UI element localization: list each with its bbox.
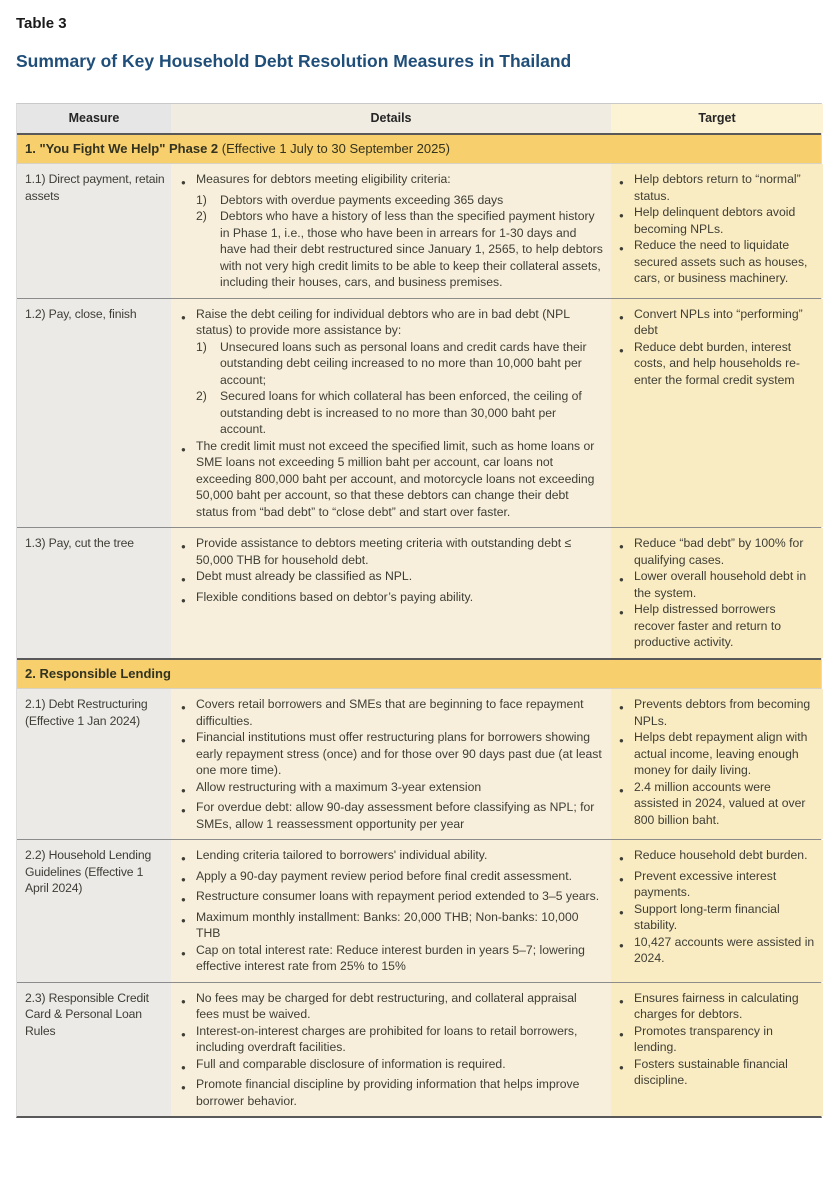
- page-title: Summary of Key Household Debt Resolution Measures in Thailand: [16, 51, 572, 71]
- target-item: [619, 535, 817, 568]
- bullet-icon: ●: [619, 907, 624, 917]
- table-row: [17, 164, 821, 298]
- column-header-target: Target: [611, 104, 823, 133]
- target-item: [619, 696, 817, 729]
- bullet-icon: ●: [181, 736, 186, 745]
- detail-item: [181, 589, 603, 610]
- target-item: [619, 990, 817, 1023]
- bullet-icon: ●: [619, 874, 624, 884]
- detail-text: Secured loans for which collateral has been enforced, the ceiling of outstanding debt is increased to no more than 30,000 baht per account.: [220, 389, 582, 436]
- details-cell: [171, 299, 611, 528]
- details-cell: [171, 528, 611, 658]
- target-cell: [611, 528, 823, 658]
- measure-cell: [17, 528, 171, 658]
- bullet-icon: ●: [619, 785, 624, 795]
- target-item: [619, 1023, 817, 1056]
- table-body: [17, 135, 821, 1117]
- bullet-icon: ●: [619, 1062, 624, 1072]
- detail-text: Flexible conditions based on debtor’s paying ability.: [196, 589, 474, 604]
- measure-cell: [17, 983, 171, 1117]
- detail-text: Full and comparable disclosure of information is required.: [196, 1056, 506, 1071]
- bullet-icon: ●: [181, 806, 186, 815]
- detail-item: [181, 868, 603, 889]
- target-text: Support long-term financial stability.: [634, 901, 780, 932]
- section-title: 2. Responsible Lending: [25, 665, 171, 681]
- target-text: 2.4 million accounts were assisted in 2024, valued at over 800 billion baht.: [634, 779, 806, 827]
- detail-item: [181, 568, 603, 589]
- measure-cell: [17, 164, 171, 298]
- number-label: 2): [196, 389, 207, 403]
- bullet-icon: ●: [619, 312, 624, 322]
- detail-text: Measures for debtors meeting eligibility criteria:: [196, 172, 451, 186]
- target-item: [619, 934, 817, 967]
- bullet-icon: ●: [181, 915, 186, 925]
- measure-label: 2.1) Debt Restructuring (Effective 1 Jan 2024): [25, 697, 148, 728]
- target-text: Promotes transparency in lending.: [634, 1023, 773, 1054]
- target-item: [619, 1056, 817, 1089]
- detail-item: [181, 888, 603, 909]
- bullet-icon: ●: [619, 1029, 624, 1039]
- target-text: Help debtors return to “normal” status.: [634, 172, 801, 203]
- detail-item: [181, 1076, 603, 1109]
- bullet-icon: ●: [181, 785, 186, 795]
- bullet-icon: ●: [181, 575, 186, 584]
- detail-item: [181, 847, 603, 868]
- bullet-icon: ●: [181, 854, 186, 863]
- target-item: [619, 306, 817, 339]
- target-text: Helps debt repayment align with actual income, leaving enough money for daily living.: [634, 730, 808, 777]
- table-row: [17, 689, 821, 839]
- measure-label: 2.3) Responsible Credit Card & Personal Loan Rules: [25, 990, 149, 1038]
- detail-item: [181, 1023, 603, 1056]
- details-cell: [171, 840, 611, 982]
- target-text: Fosters sustainable financial discipline.: [634, 1056, 788, 1087]
- bullet-icon: ●: [181, 444, 186, 454]
- detail-text: Restructure consumer loans with repayment period extended to 3–5 years.: [196, 889, 600, 903]
- detail-item: [181, 192, 603, 209]
- details-cell: [171, 689, 611, 839]
- target-cell: [611, 689, 823, 839]
- measures-table: [16, 103, 822, 1118]
- details-cell: [171, 983, 611, 1117]
- detail-text: Debtors with overdue payments exceeding 365 days: [220, 192, 504, 207]
- table-header-row: [17, 104, 821, 135]
- bullet-icon: ●: [619, 608, 624, 617]
- measure-label: 2.2) Household Lending Guidelines (Effective 1 April 2024): [25, 848, 152, 895]
- measure-cell: [17, 689, 171, 839]
- bullet-icon: ●: [181, 874, 186, 884]
- target-item: [619, 568, 817, 601]
- measure-cell: [17, 840, 171, 982]
- detail-item: [181, 388, 603, 438]
- target-item: [619, 204, 817, 237]
- measure-cell: [17, 299, 171, 528]
- bullet-icon: ●: [181, 703, 186, 712]
- bullet-icon: ●: [619, 178, 624, 187]
- number-label: 1): [196, 339, 207, 354]
- bullet-icon: ●: [619, 854, 624, 863]
- bullet-icon: ●: [619, 736, 624, 745]
- detail-text: Covers retail borrowers and SMEs that are beginning to face repayment difficulties.: [196, 697, 584, 728]
- section-header-2: [17, 658, 821, 690]
- target-text: Prevent excessive interest payments.: [634, 868, 777, 899]
- target-text: Convert NPLs into “performing” debt: [634, 306, 803, 337]
- bullet-icon: ●: [181, 948, 186, 958]
- bullet-icon: ●: [619, 211, 624, 220]
- target-item: [619, 171, 817, 204]
- detail-text: Debtors who have a history of less than the specified payment history in Phase 1, i.e., those who have been in arrears for 1-30 days and have had their debt restructured since January 1, 2565, to help debtors with not very high credit limits to be able to keep their collateral assets, including their houses, cars, and business premises.: [220, 209, 603, 289]
- bullet-icon: ●: [619, 703, 624, 712]
- bullet-icon: ●: [619, 940, 624, 950]
- target-item: [619, 601, 817, 651]
- bullet-icon: ●: [181, 1083, 186, 1092]
- bullet-icon: ●: [181, 312, 186, 322]
- bullet-icon: ●: [181, 895, 186, 904]
- measure-label: 1.1) Direct payment, retain assets: [25, 172, 165, 203]
- detail-item: [181, 1056, 603, 1077]
- target-text: Prevents debtors from becoming NPLs.: [634, 697, 811, 728]
- measure-label: 1.2) Pay, close, finish: [25, 306, 137, 321]
- bullet-icon: ●: [619, 575, 624, 584]
- column-header-measure: Measure: [17, 104, 171, 133]
- target-item: [619, 847, 817, 868]
- target-cell: [611, 164, 823, 298]
- target-text: Reduce debt burden, interest costs, and help households re-enter the formal credit system: [634, 339, 800, 387]
- table-row: [17, 982, 821, 1117]
- detail-item: [181, 171, 603, 192]
- target-item: [619, 339, 817, 389]
- target-item: [619, 868, 817, 901]
- bullet-icon: ●: [619, 244, 624, 253]
- bullet-icon: ●: [181, 996, 186, 1006]
- detail-text: Promote financial discipline by providing information that helps improve borrower behavior.: [196, 1077, 580, 1108]
- detail-text: Allow restructuring with a maximum 3-year extension: [196, 779, 482, 794]
- table-row: [17, 527, 821, 658]
- detail-item: [181, 438, 603, 521]
- detail-text: Apply a 90-day payment review period before final credit assessment.: [196, 868, 572, 883]
- detail-text: Maximum monthly installment: Banks: 20,000 THB; Non-banks: 10,000 THB: [196, 909, 579, 940]
- target-text: Reduce the need to liquidate secured assets such as houses, cars, or business machinery.: [634, 238, 808, 285]
- table-label: Table 3: [16, 15, 67, 32]
- target-text: Reduce “bad debt” by 100% for qualifying cases.: [634, 536, 804, 567]
- target-cell: [611, 840, 823, 982]
- detail-text: Financial institutions must offer restructuring plans for borrowers showing early repayment stress (once) and for those over 90 days past due (at least one more time).: [196, 730, 602, 777]
- target-item: [619, 237, 817, 287]
- detail-text: Debt must already be classified as NPL.: [196, 569, 413, 583]
- bullet-icon: ●: [181, 1062, 186, 1072]
- detail-item: [181, 990, 603, 1023]
- detail-item: [181, 208, 603, 291]
- details-cell: [171, 164, 611, 298]
- target-item: [619, 779, 817, 829]
- target-text: Reduce household debt burden.: [634, 848, 808, 862]
- target-text: Help delinquent debtors avoid becoming NPLs.: [634, 205, 796, 236]
- detail-text: Unsecured loans such as personal loans and credit cards have their outstanding debt ceiling increased to no more than 10,000 baht per account;: [220, 339, 587, 387]
- target-item: [619, 901, 817, 934]
- bullet-icon: ●: [181, 178, 186, 187]
- column-header-details: Details: [171, 104, 611, 133]
- bullet-icon: ●: [181, 1029, 186, 1039]
- bullet-icon: ●: [181, 542, 186, 551]
- number-label: 1): [196, 192, 207, 207]
- detail-item: [181, 779, 603, 800]
- number-label: 2): [196, 209, 207, 223]
- target-text: Lower overall household debt in the system.: [634, 569, 807, 600]
- detail-text: The credit limit must not exceed the specified limit, such as home loans or SME loans not exceeding 5 million baht per account, car loans not exceeding 800,000 baht per account, and motorcycle loans not exceeding 50,000 baht per account, so that these debtors can change their debt status from “bad debt” to “close debt” and start over faster.: [196, 438, 595, 519]
- section-title: 1. "You Fight We Help" Phase 2: [25, 140, 219, 156]
- detail-item: [181, 909, 603, 942]
- detail-text: No fees may be charged for debt restructuring, and collateral appraisal fees must be waived.: [196, 990, 577, 1021]
- target-text: Ensures fairness in calculating charges for debtors.: [634, 990, 799, 1021]
- target-text: 10,427 accounts were assisted in 2024.: [634, 934, 815, 965]
- section-header-1: [17, 135, 821, 165]
- table-row: [17, 839, 821, 982]
- detail-item: [181, 799, 603, 832]
- detail-item: [181, 535, 603, 568]
- detail-item: [181, 942, 603, 975]
- bullet-icon: ●: [619, 345, 624, 355]
- detail-text: Interest-on-interest charges are prohibited for loans to retail borrowers, including overdraft facilities.: [196, 1023, 578, 1054]
- bullet-icon: ●: [619, 996, 624, 1006]
- measure-label: 1.3) Pay, cut the tree: [25, 536, 134, 550]
- target-text: Help distressed borrowers recover faster and return to productive activity.: [634, 602, 781, 649]
- detail-item: [181, 696, 603, 729]
- target-cell: [611, 983, 823, 1117]
- section-subtitle: (Effective 1 July to 30 September 2025): [218, 140, 450, 156]
- detail-item: [181, 729, 603, 779]
- target-cell: [611, 299, 823, 528]
- table-row: [17, 298, 821, 528]
- detail-text: Raise the debt ceiling for individual debtors who are in bad debt (NPL status) to provide more assistance by:: [196, 306, 570, 337]
- detail-text: Lending criteria tailored to borrowers' individual ability.: [196, 848, 488, 862]
- target-item: [619, 729, 817, 779]
- detail-text: Cap on total interest rate: Reduce interest burden in years 5–7; lowering effective interest rate from 25% to 15%: [196, 942, 585, 973]
- bullet-icon: ●: [619, 542, 624, 551]
- detail-item: [181, 306, 603, 339]
- detail-text: Provide assistance to debtors meeting criteria with outstanding debt ≤ 50,000 THB for household debt.: [196, 536, 572, 567]
- detail-item: [181, 339, 603, 389]
- detail-text: For overdue debt: allow 90-day assessment before classifying as NPL; for SMEs, allow 1 reassessment opportunity per year: [196, 800, 595, 831]
- bullet-icon: ●: [181, 595, 186, 605]
